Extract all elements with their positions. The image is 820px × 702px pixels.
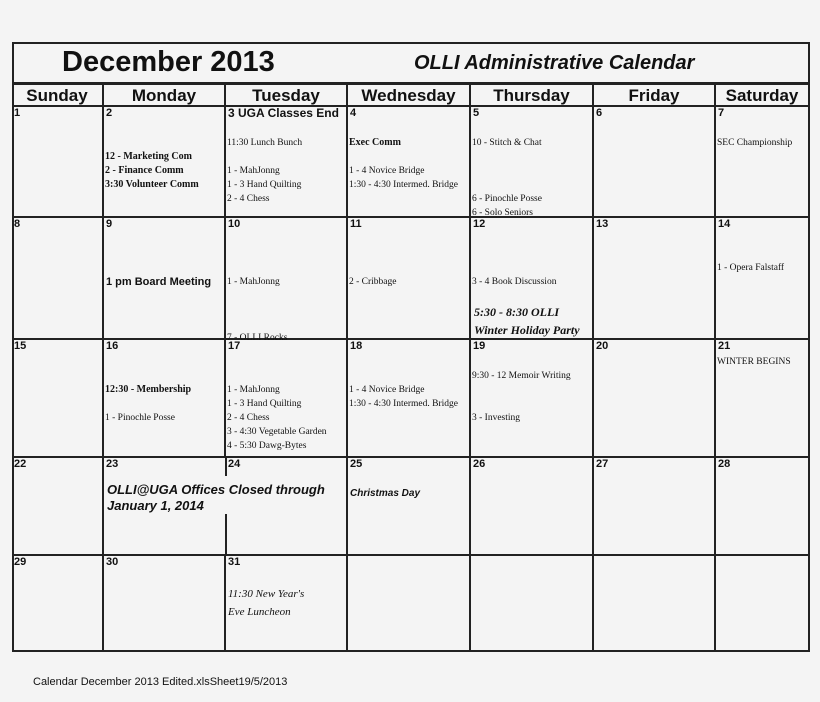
event-spacer (226, 122, 346, 136)
event-spacer (226, 355, 346, 369)
event-spacer (471, 397, 592, 411)
day-number: 24 (228, 458, 241, 470)
event-item: 10 - Stitch & Chat (472, 138, 542, 148)
event-item: 6 - Solo Seniors (472, 208, 533, 218)
day-cell[interactable] (226, 107, 348, 218)
day-cell[interactable] (471, 340, 594, 458)
day-cell[interactable] (716, 556, 808, 652)
event-spacer (471, 164, 592, 178)
day-number: 29 (14, 556, 27, 568)
event-item: Eve Luncheon (228, 606, 291, 618)
day-number: 10 (228, 218, 241, 230)
event-item: 12 - Marketing Com (105, 151, 192, 162)
divider (225, 514, 227, 556)
event-spacer (104, 247, 224, 261)
event-spacer (226, 247, 346, 261)
weekday-header-thursday: Thursday (471, 85, 594, 107)
event-spacer (716, 122, 808, 136)
day-number: 7 (718, 107, 725, 119)
event-item: WINTER BEGINS (717, 357, 791, 367)
event-item: 1 - MahJonng (227, 385, 280, 395)
day-cell[interactable] (226, 218, 348, 343)
event-item: Exec Comm (349, 137, 401, 148)
day-cell[interactable] (594, 340, 716, 458)
event-spacer (104, 355, 224, 369)
day-cell[interactable] (104, 107, 226, 218)
event-spacer (348, 261, 469, 275)
day-cell[interactable] (471, 556, 594, 652)
day-cell[interactable] (348, 458, 471, 556)
day-cell[interactable] (471, 218, 594, 340)
day-number: 4 (350, 107, 357, 119)
event-spacer (471, 178, 592, 192)
event-item: 4 - 5:30 Dawg-Bytes (227, 441, 307, 451)
event-item: 1 - MahJonng (227, 166, 280, 176)
day-cell[interactable] (12, 107, 104, 218)
event-spacer (471, 383, 592, 397)
day-number: 14 (718, 218, 731, 230)
event-item: 3 - 4 Book Discussion (472, 277, 557, 287)
event-item: 1 - MahJonng (227, 277, 280, 287)
offices-closed-note (107, 482, 325, 514)
day-cell[interactable] (594, 556, 716, 652)
day-cell[interactable] (348, 218, 471, 340)
day-cell[interactable] (716, 458, 808, 556)
weekday-header-monday: Monday (104, 85, 226, 107)
event-item: Christmas Day (350, 488, 421, 499)
month-title: December 2013 (62, 46, 275, 78)
weekday-header-sunday: Sunday (12, 85, 104, 107)
day-cell[interactable] (348, 556, 471, 652)
event-spacer (348, 247, 469, 261)
event-spacer (471, 233, 592, 247)
event-spacer (226, 261, 346, 275)
event-item: SEC Championship (717, 138, 793, 148)
day-number: 23 (106, 458, 119, 470)
event-spacer (226, 317, 346, 331)
day-cell[interactable] (226, 556, 348, 652)
day-cell[interactable] (471, 458, 594, 556)
day-number: 25 (350, 458, 363, 470)
event-spacer (226, 369, 346, 383)
day-number: 13 (596, 218, 609, 230)
day-number: 16 (106, 340, 119, 352)
event-item: 5:30 - 8:30 OLLI (474, 305, 559, 319)
event-spacer (226, 303, 346, 317)
event-spacer (226, 150, 346, 164)
event-spacer (104, 261, 224, 275)
note-line: OLLI@UGA Offices Closed through (107, 482, 325, 497)
day-number: 1 (14, 107, 21, 119)
day-number: 3 UGA Classes End (228, 106, 339, 120)
event-spacer (104, 233, 224, 247)
day-number: 27 (596, 458, 609, 470)
event-item: 2 - Finance Comm (105, 165, 184, 176)
day-number: 30 (106, 556, 119, 568)
event-spacer (716, 233, 808, 247)
day-number: 20 (596, 340, 609, 352)
event-item: 2 - 4 Chess (227, 413, 270, 423)
day-number (471, 556, 592, 571)
day-cell[interactable] (104, 340, 226, 458)
event-spacer (226, 289, 346, 303)
day-cell[interactable] (471, 107, 594, 218)
event-item: 9:30 - 12 Memoir Writing (472, 371, 571, 381)
day-cell[interactable] (716, 107, 808, 218)
day-cell[interactable] (104, 218, 226, 340)
note-line: January 1, 2014 (107, 498, 204, 513)
event-spacer (226, 571, 346, 585)
event-item: 12:30 - Membership (105, 384, 192, 395)
day-number (716, 556, 808, 571)
day-number: 9 (106, 218, 113, 230)
event-spacer (471, 289, 592, 303)
event-item: 6 - Pinochle Posse (472, 194, 542, 204)
day-number: 28 (718, 458, 731, 470)
event-item: 11:30 Lunch Bunch (227, 138, 303, 148)
day-number: 8 (14, 218, 21, 230)
event-spacer (348, 233, 469, 247)
day-number: 11 (350, 218, 362, 230)
event-item: 1 - Opera Falstaff (717, 263, 785, 273)
footer-text: Calendar December 2013 Edited.xlsSheet19/5/2013 (33, 676, 288, 688)
event-spacer (104, 397, 224, 411)
day-number: 21 (718, 340, 731, 352)
weekday-header-tuesday: Tuesday (226, 85, 348, 107)
event-spacer (471, 122, 592, 136)
day-cell[interactable] (12, 218, 104, 340)
weekday-header-friday: Friday (594, 85, 716, 107)
day-cell[interactable] (12, 340, 104, 458)
event-spacer (104, 136, 224, 150)
event-item: 3 - 4:30 Vegetable Garden (227, 427, 327, 437)
event-spacer (226, 233, 346, 247)
day-number: 22 (14, 458, 27, 470)
day-cell[interactable] (716, 218, 808, 340)
event-spacer (348, 150, 469, 164)
event-spacer (471, 261, 592, 275)
day-number: 2 (106, 107, 113, 119)
weekday-header-wednesday: Wednesday (348, 85, 471, 107)
event-spacer (348, 122, 469, 136)
day-number (594, 556, 714, 571)
event-item: 3 - Investing (472, 413, 521, 423)
day-cell[interactable] (716, 340, 808, 458)
event-item: 1:30 - 4:30 Intermed. Bridge (349, 399, 458, 409)
event-item: 7 - OLLI Rocks (227, 333, 288, 343)
day-number: 31 (228, 556, 241, 568)
event-spacer (471, 150, 592, 164)
day-number: 17 (228, 340, 241, 352)
event-spacer (471, 247, 592, 261)
day-number: 15 (14, 340, 27, 352)
day-number: 12 (473, 218, 486, 230)
event-spacer (348, 473, 469, 487)
day-number: 6 (596, 107, 603, 119)
day-cell[interactable] (12, 458, 104, 556)
day-cell[interactable] (348, 107, 471, 218)
event-item: 3:30 Volunteer Comm (105, 179, 199, 190)
event-item: 1 - 3 Hand Quilting (227, 399, 302, 409)
day-number: 18 (350, 340, 363, 352)
day-cell[interactable] (594, 218, 716, 340)
day-number: 19 (473, 340, 486, 352)
day-cell[interactable] (226, 340, 348, 458)
day-cell[interactable] (12, 556, 104, 652)
event-item: Winter Holiday Party (474, 323, 580, 337)
event-item: 1 - 4 Novice Bridge (349, 385, 425, 395)
event-spacer (348, 369, 469, 383)
event-item: 2 - Cribbage (349, 277, 397, 287)
event-spacer (348, 355, 469, 369)
event-spacer (716, 247, 808, 261)
divider (225, 458, 227, 476)
day-number (348, 556, 469, 571)
event-item: 1:30 - 4:30 Intermed. Bridge (349, 180, 458, 190)
event-item: 1 - 4 Novice Bridge (349, 166, 425, 176)
weekday-header-saturday: Saturday (725, 86, 799, 105)
event-item: 1 - 3 Hand Quilting (227, 180, 302, 190)
event-spacer (104, 122, 224, 136)
calendar-title: OLLI Administrative Calendar (414, 52, 695, 74)
event-spacer (471, 355, 592, 369)
day-cell[interactable] (104, 556, 226, 652)
day-number: 26 (473, 458, 486, 470)
event-item: 1 pm Board Meeting (106, 276, 212, 288)
day-number: 5 (473, 107, 480, 119)
day-cell[interactable] (594, 458, 716, 556)
event-item: 1 - Pinochle Posse (105, 413, 175, 423)
day-cell[interactable] (348, 340, 471, 458)
event-item: 11:30 New Year's (228, 588, 305, 600)
event-item: 2 - 4 Chess (227, 194, 270, 204)
event-spacer (104, 369, 224, 383)
day-cell[interactable] (594, 107, 716, 218)
